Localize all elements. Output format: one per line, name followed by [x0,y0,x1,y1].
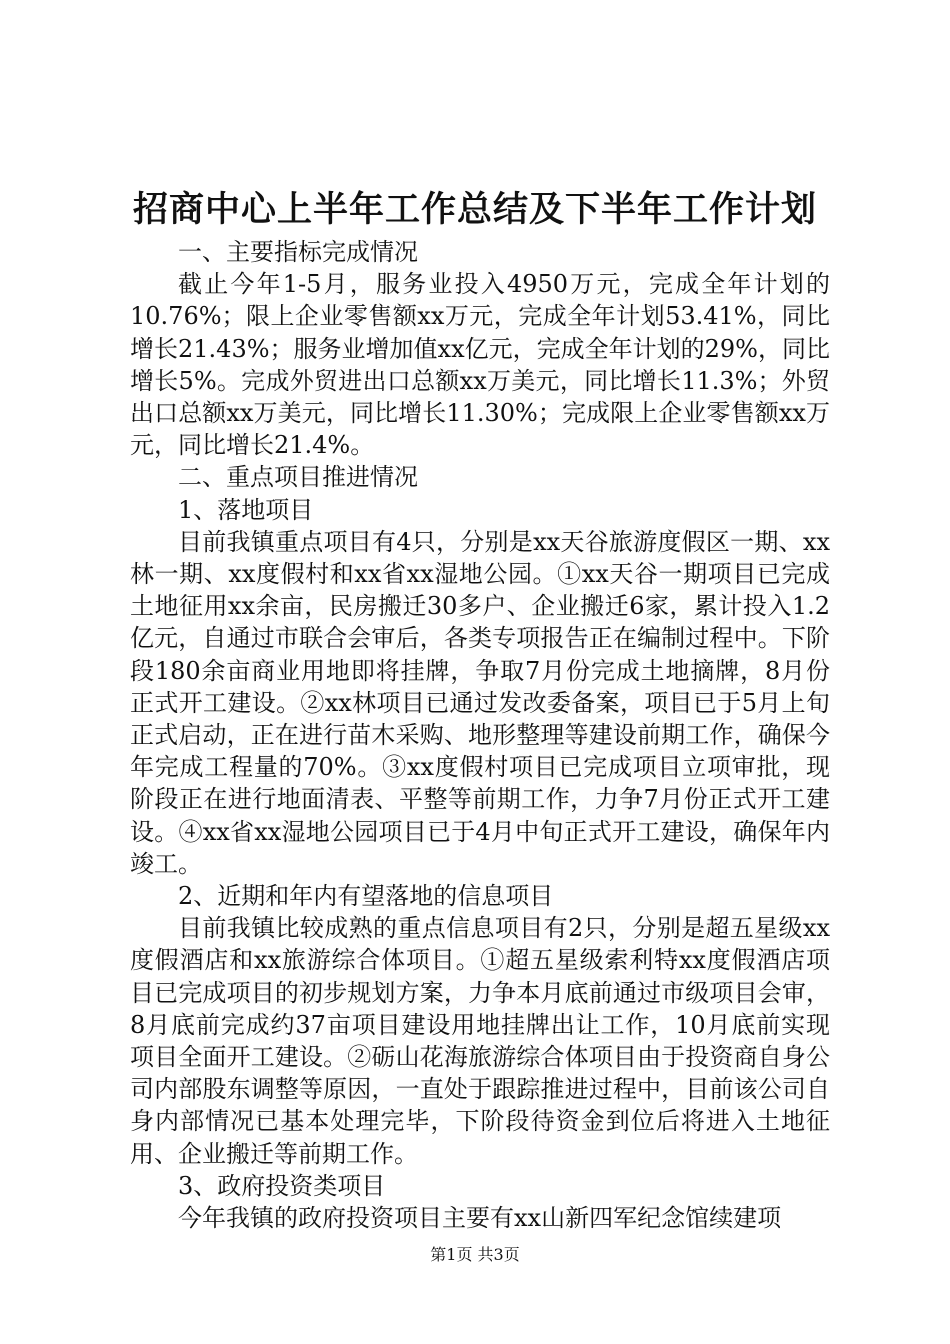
paragraph-info-projects: 目前我镇比较成熟的重点信息项目有2只，分别是超五星级xx度假酒店和xx旅游综合体项目。①超五星级索利特xx度假酒店项目已完成项目的初步规划方案，力争本月底前通过市级项目会审，8月底前完成约37亩项目建设用地挂牌出让工作，10月底前实现项目全面开工建设。②砺山花海旅游综合体项目由于投资商自身公司内部股东调整等原因，一直处于跟踪推进过程中，目前该公司自身内部情况已基本处理完毕，下阶段待资金到位后将进入土地征用、企业搬迁等前期工作。 [130,914,830,1168]
paragraph-government-projects: 今年我镇的政府投资项目主要有xx山新四军纪念馆续建项 [178,1204,782,1233]
document-body [130,236,830,1234]
section-heading-key-projects: 二、重点项目推进情况 [178,463,418,492]
subheading-landed-projects: 1、落地项目 [178,495,314,524]
subheading-government-projects: 3、政府投资类项目 [178,1171,386,1200]
section-heading-main-indicators: 一、主要指标完成情况 [178,238,418,266]
paragraph-indicators: 截止今年1-5月，服务业投入4950万元，完成全年计划的10.76%；限上企业零售额xx万元，完成全年计划53.41%，同比增长21.43%；服务业增加值xx亿元，完成全年计划的29%，同比增长5%。完成外贸进出口总额xx万美元，同比增长11.3%；外贸出口总额xx万美元，同比增长11.30%；完成限上企业零售额xx万元，同比增长21.4%。 [130,270,830,460]
page-footer: 第1页 共3页 [430,1245,520,1264]
subheading-info-projects: 2、近期和年内有望落地的信息项目 [178,882,554,911]
paragraph-landed-projects: 目前我镇重点项目有4只，分别是xx天谷旅游度假区一期、xx林一期、xx度假村和xx省xx湿地公园。①xx天谷一期项目已完成土地征用xx余亩，民房搬迁30多户、企业搬迁6家，累计投入1.2亿元，自通过市联合会审后，各类专项报告正在编制过程中。下阶段180余亩商业用地即将挂牌，争取7月份完成土地摘牌，8月份正式开工建设。②xx林项目已通过发改委备案，项目已于5月上旬正式启动，正在进行苗木采购、地形整理等建设前期工作，确保今年完成工程量的70%。③xx度假村项目已完成项目立项审批，现阶段正在进行地面清表、平整等前期工作，力争7月份正式开工建设。④xx省xx湿地公园项目已于4月中旬正式开工建设，确保年内竣工。 [130,527,830,878]
document-title: 招商中心上半年工作总结及下半年工作计划 [132,189,817,230]
